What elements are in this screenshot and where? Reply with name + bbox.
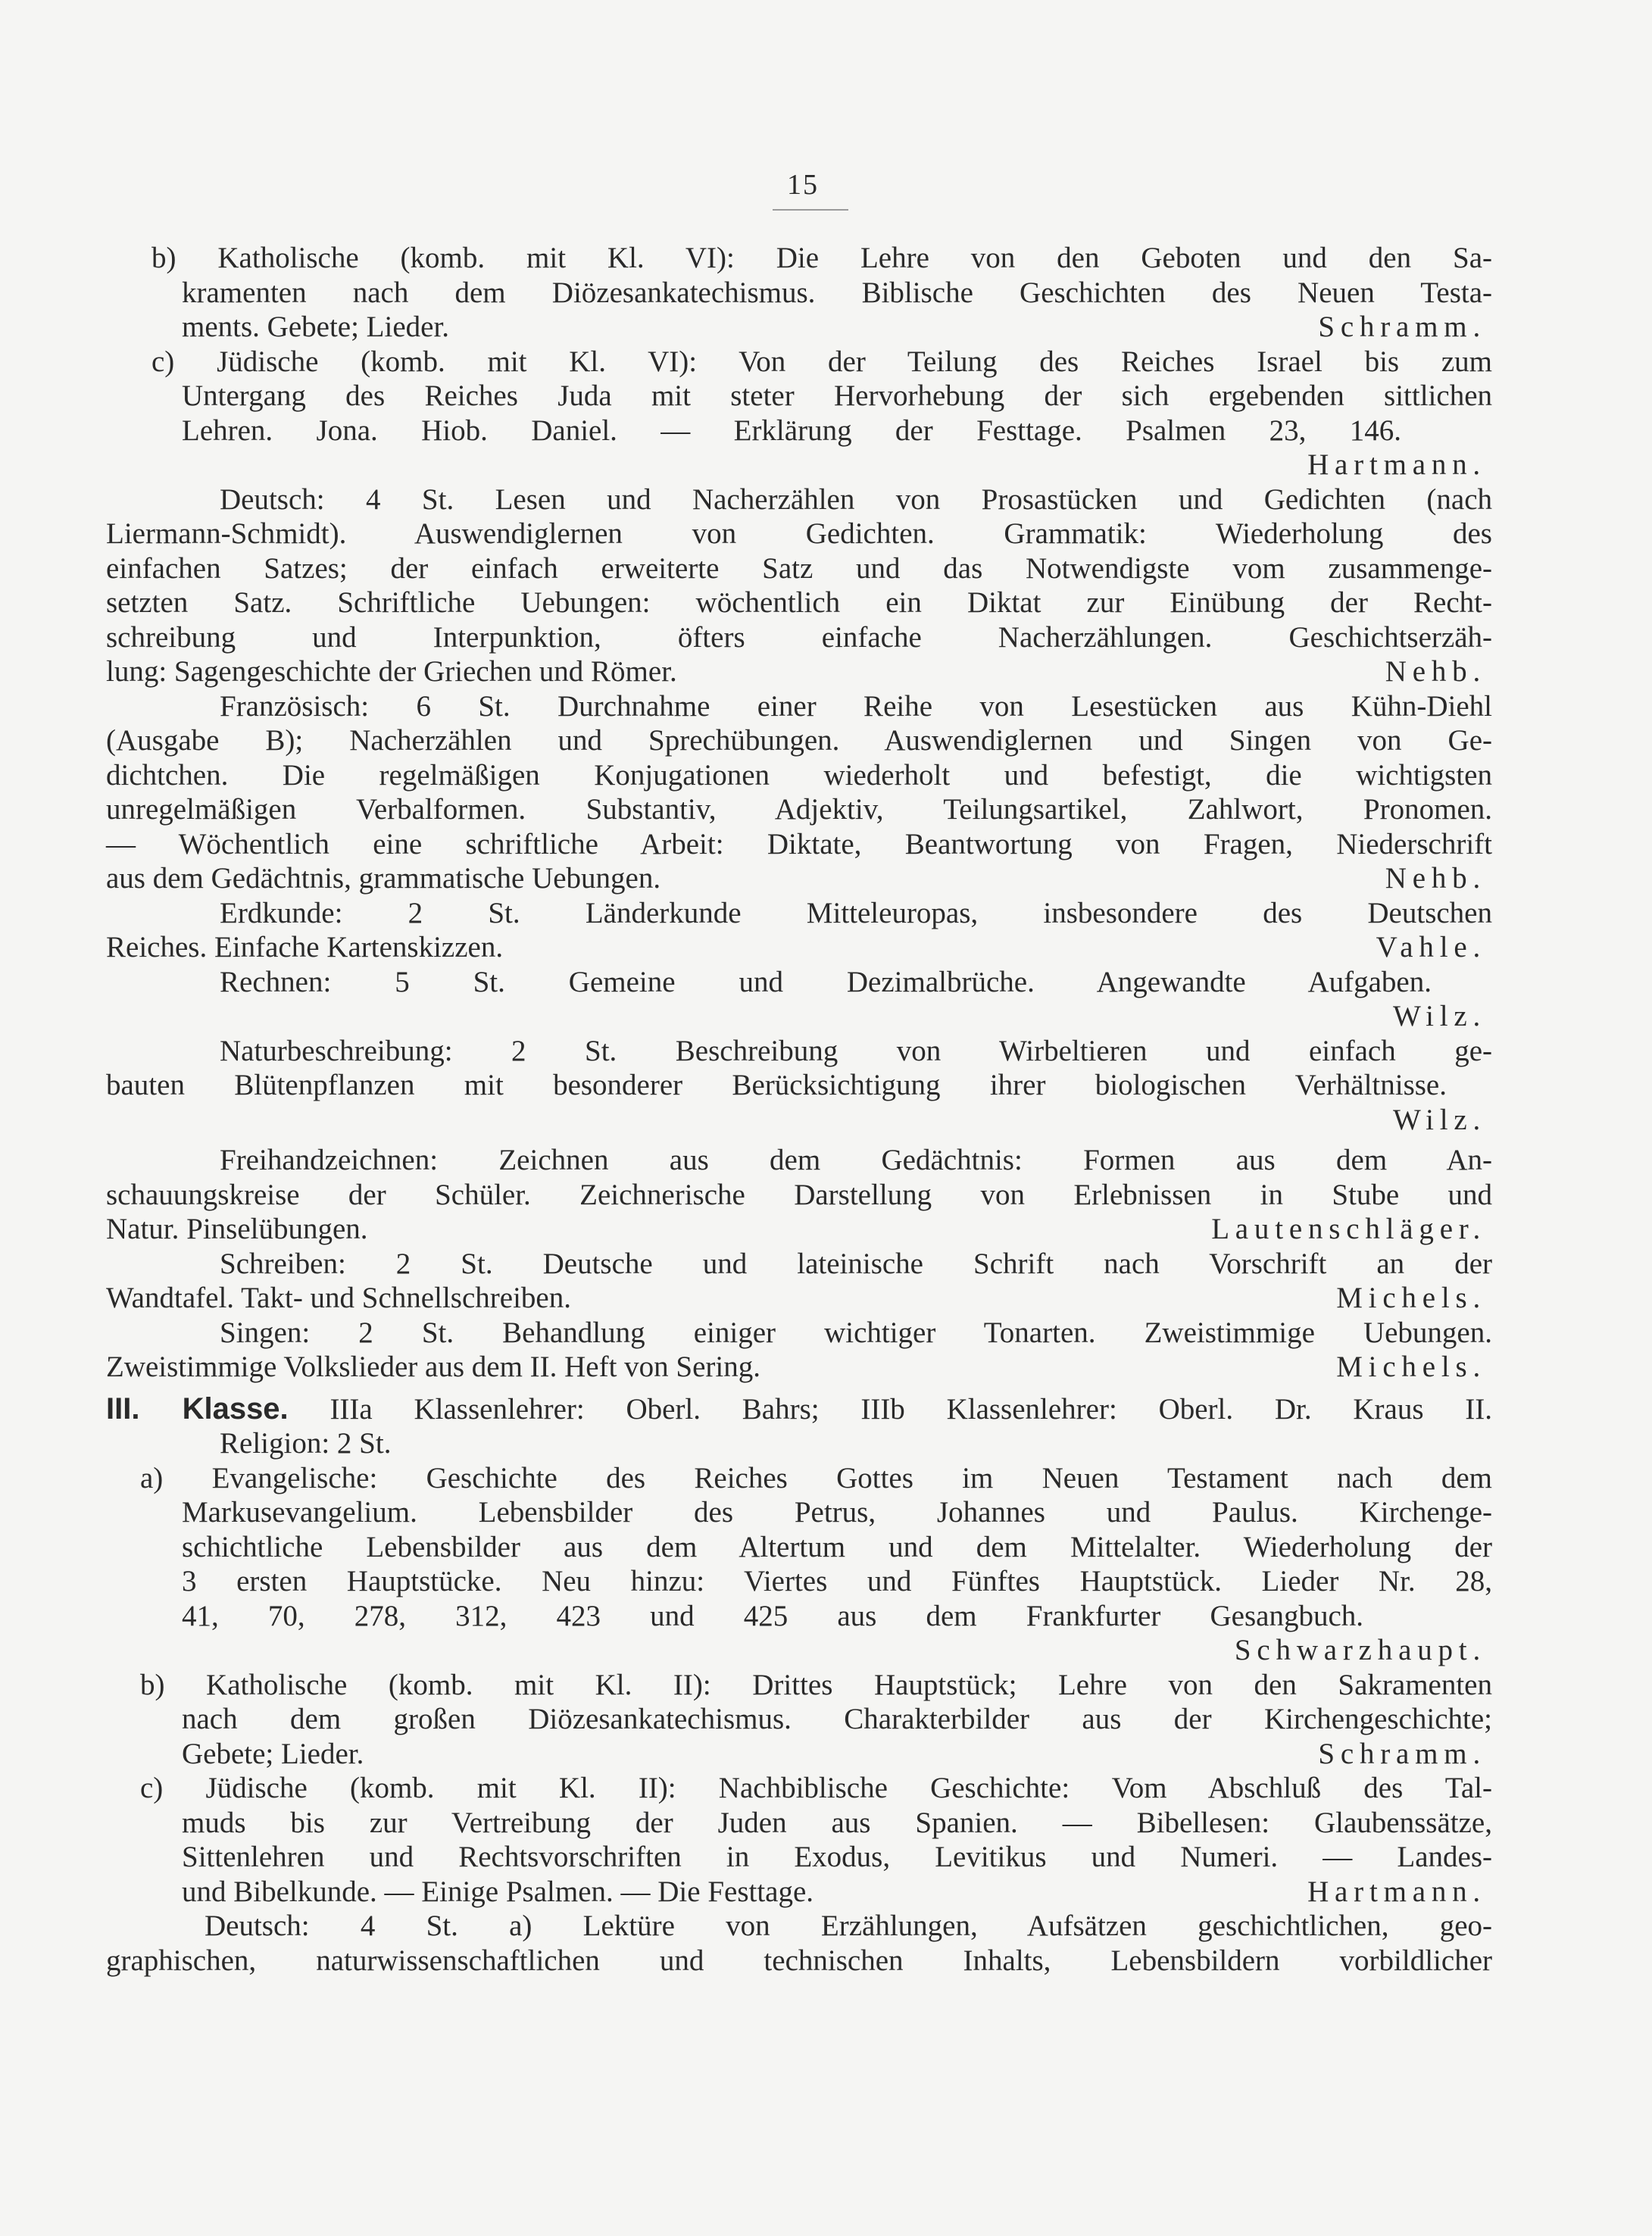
signature: Hartmann. <box>1307 448 1486 481</box>
klasse-teachers: IIIa Klassenlehrer: Oberl. Bahrs; IIIb Klassenlehrer: Oberl. Dr. Kraus II. <box>329 1392 1492 1426</box>
signature: Schwarzhaupt. <box>1234 1634 1486 1666</box>
text-line: Naturbeschreibung: 2 St. Beschreibung von Wirbeltieren und einfach ge- <box>220 1034 1492 1067</box>
section-rechnen <box>106 965 1492 1034</box>
section-klasse-iii <box>106 1392 1492 1461</box>
signature: Michels. <box>1336 1351 1486 1383</box>
section-deutsch <box>106 482 1492 689</box>
section-kath-iii <box>106 1668 1492 1772</box>
text-line: einfachen Satzes; der einfach erweiterte Satz und das Notwendigste vom zusammenge- <box>106 551 1492 585</box>
text-line: Zweistimmige Volkslieder aus dem II. Heft von Sering. <box>106 1351 760 1383</box>
signature: Michels. <box>1336 1282 1486 1314</box>
text-line: Freihandzeichnen: Zeichnen aus dem Gedächtnis: Formen aus dem An- <box>220 1144 1492 1176</box>
text-line: ments. Gebete; Lieder. <box>182 311 450 343</box>
signature: Hartmann. <box>1307 1875 1486 1908</box>
text-line: kramenten nach dem Diözesankatechismus. Biblische Geschichten des Neuen Testa- <box>182 276 1492 309</box>
religion-line: Religion: 2 St. <box>220 1427 392 1460</box>
document-body <box>106 241 1492 1978</box>
text-line: aus dem Gedächtnis, grammatische Uebungen. <box>106 862 661 895</box>
section-franzoesisch <box>106 689 1492 896</box>
signature: Wilz. <box>1393 1103 1486 1136</box>
section-kath-vi <box>106 241 1492 345</box>
text-line: Deutsch: 4 St. a) Lektüre von Erzählungen, Aufsätzen geschichtlichen, geo- <box>205 1910 1492 1942</box>
section-erdkunde <box>106 896 1492 965</box>
text-line: Sittenlehren und Rechtsvorschriften in Exodus, Levitikus und Numeri. — Landes- <box>182 1841 1492 1873</box>
text-line: Gebete; Lieder. <box>182 1737 364 1770</box>
section-freihandzeichnen <box>106 1143 1492 1247</box>
text-line: (Ausgabe B); Nacherzählen und Sprechübungen. Auswendiglernen und Singen von Ge- <box>106 724 1492 757</box>
text-line: 3 ersten Hauptstücke. Neu hinzu: Viertes und Fünftes Hauptstück. Lieder Nr. 28, <box>182 1565 1492 1597</box>
text-line: Untergang des Reiches Juda mit steter Hervorhebung der sich ergebenden sittlichen <box>182 379 1492 412</box>
page-number-rule <box>773 209 848 211</box>
text-line: 41, 70, 278, 312, 423 und 425 aus dem Frankfurter Gesangbuch. <box>182 1599 1363 1632</box>
section-jued-vi <box>106 345 1492 482</box>
section-schreiben <box>106 1247 1492 1316</box>
signature: Vahle. <box>1376 931 1486 963</box>
text-line: c) Jüdische (komb. mit Kl. II): Nachbiblische Geschichte: Vom Abschluß des Tal- <box>140 1772 1492 1804</box>
text-line: Lehren. Jona. Hiob. Daniel. — Erklärung der Festtage. Psalmen 23, 146. <box>182 414 1401 447</box>
text-line: a) Evangelische: Geschichte des Reiches Gottes im Neuen Testament nach dem <box>140 1461 1492 1494</box>
section-singen <box>106 1316 1492 1385</box>
section-naturbeschreibung <box>106 1034 1492 1138</box>
text-line: Singen: 2 St. Behandlung einiger wichtiger Tonarten. Zweistimmige Uebungen. <box>220 1316 1492 1349</box>
text-line: b) Katholische (komb. mit Kl. II): Drittes Hauptstück; Lehre von den Sakramenten <box>140 1668 1492 1701</box>
text-line: graphischen, naturwissenschaftlichen und technischen Inhalts, Lebensbildern vorbildlicher <box>106 1944 1492 1977</box>
text-line: Liermann-Schmidt). Auswendiglernen von Gedichten. Grammatik: Wiederholung des <box>106 517 1492 550</box>
section-jued-iii <box>106 1771 1492 1909</box>
page-number: 15 <box>787 169 819 201</box>
text-line: Schreiben: 2 St. Deutsche und lateinische Schrift nach Vorschrift an der <box>220 1247 1492 1280</box>
text-line: Französisch: 6 St. Durchnahme einer Reihe von Lesestücken aus Kühn-Diehl <box>220 689 1492 723</box>
klasse-heading: III. Klasse. <box>106 1391 289 1426</box>
text-line: muds bis zur Vertreibung der Juden aus Spanien. — Bibellesen: Glaubenssätze, <box>182 1806 1492 1839</box>
signature: Wilz. <box>1393 1000 1486 1032</box>
text-line: Markusevangelium. Lebensbilder des Petrus, Johannes und Paulus. Kirchenge- <box>182 1496 1492 1529</box>
klasse-heading-line <box>106 1392 1492 1427</box>
signature: Nehb. <box>1385 862 1486 895</box>
text-line: und Bibelkunde. — Einige Psalmen. — Die Festtage. <box>182 1875 814 1908</box>
section-evang-iii <box>106 1461 1492 1668</box>
text-line: unregelmäßigen Verbalformen. Substantiv, Adjektiv, Teilungsartikel, Zahlwort, Pronomen. <box>106 793 1492 826</box>
text-line: b) Katholische (komb. mit Kl. VI): Die Lehre von den Geboten und den Sa- <box>151 242 1492 274</box>
text-line: Wandtafel. Takt- und Schnellschreiben. <box>106 1282 571 1314</box>
text-line: schreibung und Interpunktion, öfters einfache Nacherzählungen. Geschichtserzäh- <box>106 620 1492 654</box>
text-line: nach dem großen Diözesankatechismus. Charakterbilder aus der Kirchengeschichte; <box>182 1703 1492 1735</box>
text-line: dichtchen. Die regelmäßigen Konjugationen wiederholt und befestigt, die wichtigsten <box>106 758 1492 792</box>
text-line: lung: Sagengeschichte der Griechen und Römer. <box>106 655 677 688</box>
text-line: Erdkunde: 2 St. Länderkunde Mitteleuropas, insbesondere des Deutschen <box>220 896 1492 929</box>
text-line: Reiches. Einfache Kartenskizzen. <box>106 931 504 963</box>
text-line: schichtliche Lebensbilder aus dem Altertum und dem Mittelalter. Wiederholung der <box>182 1530 1492 1563</box>
text-line: — Wöchentlich eine schriftliche Arbeit: Diktate, Beantwortung von Fragen, Niederschrift <box>106 827 1492 860</box>
signature: Schramm. <box>1318 1737 1486 1770</box>
text-line: Deutsch: 4 St. Lesen und Nacherzählen von Prosastücken und Gedichten (nach <box>220 482 1492 516</box>
signature: Schramm. <box>1318 311 1486 343</box>
section-deutsch-iii <box>106 1909 1492 1978</box>
text-line: c) Jüdische (komb. mit Kl. VI): Von der Teilung des Reiches Israel bis zum <box>151 345 1492 378</box>
signature: Nehb. <box>1385 655 1486 688</box>
text-line: Natur. Pinselübungen. <box>106 1213 368 1245</box>
text-line: schauungskreise der Schüler. Zeichnerische Darstellung von Erlebnissen in Stube und <box>106 1178 1492 1211</box>
text-line: bauten Blütenpflanzen mit besonderer Berücksichtigung ihrer biologischen Verhältnisse. <box>106 1069 1447 1101</box>
signature: Lautenschläger. <box>1211 1213 1486 1245</box>
text-line: Rechnen: 5 St. Gemeine und Dezimalbrüche. Angewandte Aufgaben. <box>220 965 1432 998</box>
text-line: setzten Satz. Schriftliche Uebungen: wöchentlich ein Diktat zur Einübung der Recht- <box>106 586 1492 619</box>
